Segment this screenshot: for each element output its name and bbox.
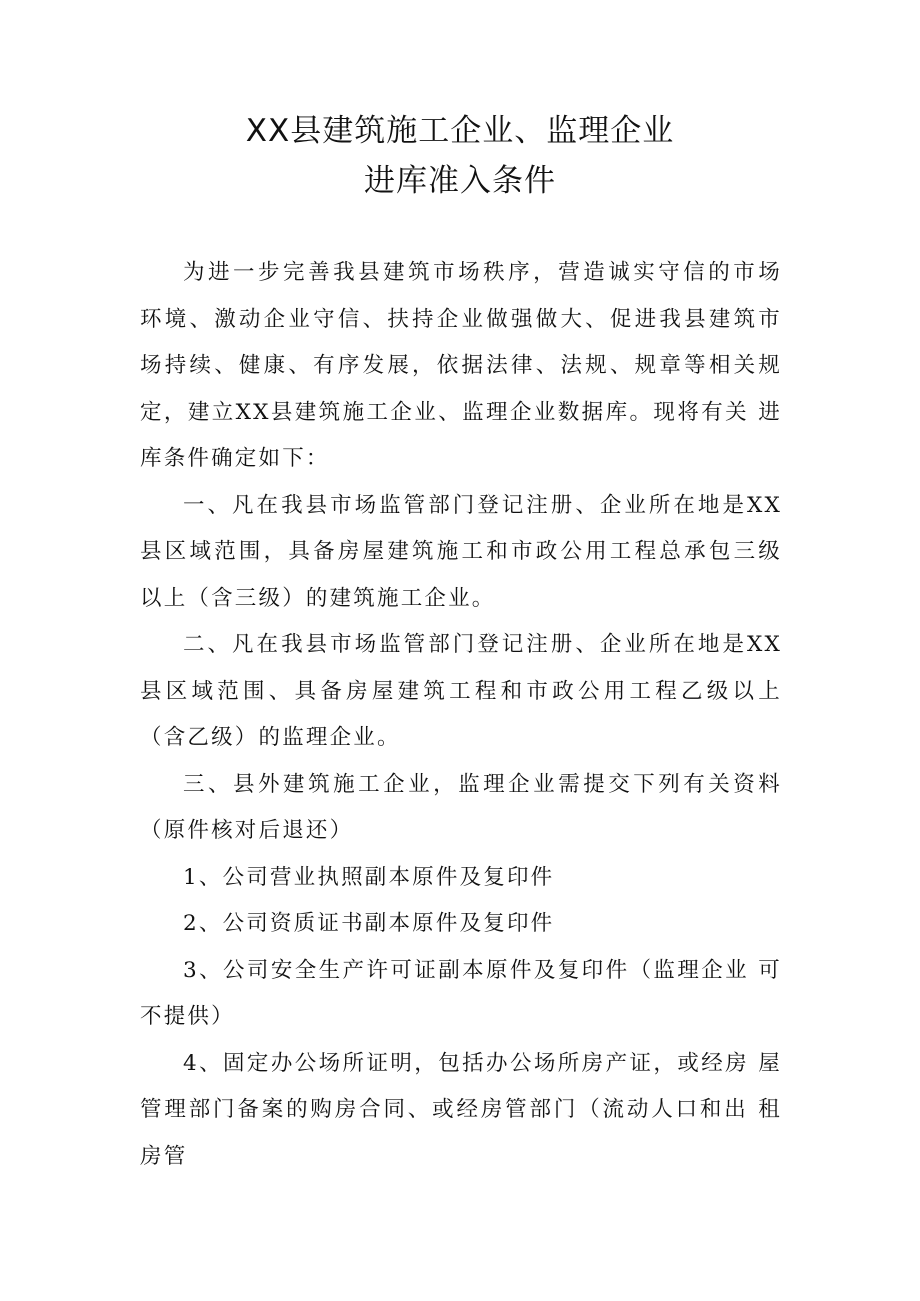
document-title-line-2: 进库准入条件 xyxy=(364,163,556,199)
paragraph-intro: 为进一步完善我县建筑市场秩序，营造诚实守信的市场 环境、激动企业守信、扶持企业做强做大、促进我县建筑市 场持续、健康、有序发展，依据法律、法规、规章等相关规 定，建立XX县建筑施工企业、监理企业数据库。现将有关 进库条件确定如下： xyxy=(140,260,782,471)
paragraph-item-1: 1、公司营业执照副本原件及复印件 xyxy=(183,864,555,890)
paragraph-item-4: 4、固定办公场所证明，包括办公场所房产证，或经房 屋管理部门备案的购房合同、或经房管部门（流动人口和出 租房管 xyxy=(140,1050,782,1169)
paragraph-condition-3: 三、县外建筑施工企业，监理企业需提交下列有关资料 （原件核对后退还） xyxy=(140,771,782,843)
paragraph-condition-1: 一、凡在我县市场监管部门登记注册、企业所在地是XX 县区域范围，具备房屋建筑施工和市政公用工程总承包三级 以上（含三级）的建筑施工企业。 xyxy=(140,492,782,611)
paragraph-condition-2: 二、凡在我县市场监管部门登记注册、企业所在地是XX 县区域范围、具备房屋建筑工程和市政公用工程乙级以上 （含乙级）的监理企业。 xyxy=(140,632,782,750)
document-body xyxy=(140,250,782,1180)
paragraph-item-3: 3、公司安全生产许可证副本原件及复印件（监理企业 可不提供） xyxy=(140,957,782,1029)
paragraph-item-2: 2、公司资质证书副本原件及复印件 xyxy=(183,911,555,936)
document-title-line-1: XX县建筑施工企业、监理企业 xyxy=(245,113,675,149)
